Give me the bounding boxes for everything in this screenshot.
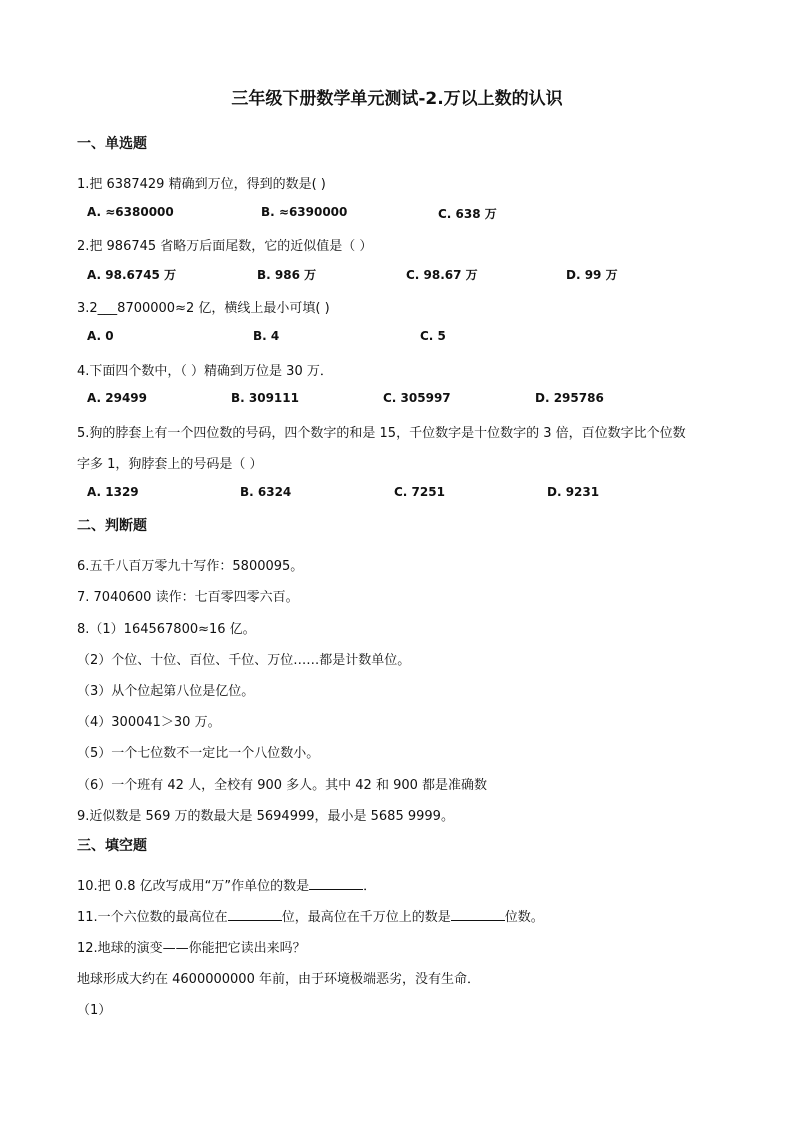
question-7: 7. 7040600 读作：七百零四零六百。 [77, 590, 299, 605]
section-heading-true-false: 二、判断题 [77, 518, 147, 534]
answer-blank[interactable] [228, 909, 282, 921]
question-11 [77, 906, 544, 925]
question-5-line-1: 5.狗的脖套上有一个四位数的号码，四个数字的和是 15，千位数字是十位数字的 3 倍，百位数字比个位数 [77, 426, 686, 441]
question-4: 4.下面四个数中，（ ）精确到万位是 30 万． [77, 364, 333, 379]
question-12-subpart-1: （1） [77, 1003, 112, 1018]
answer-blank[interactable] [451, 909, 505, 921]
question-9: 9.近似数是 569 万的数最大是 5694999，最小是 5685 9999。 [77, 809, 454, 824]
q5-option-c[interactable]: C. 7251 [394, 485, 445, 499]
q3-option-c[interactable]: C. 5 [420, 329, 446, 343]
q3-option-a[interactable]: A. 0 [87, 329, 114, 343]
q2-option-a[interactable]: A. 98.6745 万 [87, 268, 177, 282]
question-3: 3.2___8700000≈2 亿，横线上最小可填( ) [77, 301, 330, 316]
page-title: 三年级下册数学单元测试-2.万以上数的认识 [231, 89, 563, 109]
question-8-part-3: （3）从个位起第八位是亿位。 [77, 684, 255, 699]
question-1: 1.把 6387429 精确到万位，得到的数是( ) [77, 177, 326, 192]
question-11-text-1: 11.一个六位数的最高位在 [77, 910, 228, 925]
q5-option-b[interactable]: B. 6324 [240, 485, 292, 499]
q4-option-c[interactable]: C. 305997 [383, 391, 451, 405]
q4-option-a[interactable]: A. 29499 [87, 391, 147, 405]
question-8-part-6: （6）一个班有 42 人，全校有 900 多人。其中 42 和 900 都是准确数 [77, 778, 488, 793]
question-8-part-2: （2）个位、十位、百位、千位、万位……都是计数单位。 [77, 653, 411, 668]
question-6: 6.五千八百万零九十写作：5800095。 [77, 559, 304, 574]
q1-option-b[interactable]: B. ≈6390000 [261, 205, 348, 219]
q1-option-c[interactable]: C. 638 万 [438, 207, 497, 221]
question-5-line-2: 字多 1，狗脖套上的号码是（ ） [77, 457, 263, 472]
q2-option-d[interactable]: D. 99 万 [566, 268, 618, 282]
question-12-passage: 地球形成大约在 4600000000 年前，由于环境极端恶劣，没有生命． [77, 972, 480, 987]
question-10-end: ． [363, 879, 377, 894]
q5-option-d[interactable]: D. 9231 [547, 485, 600, 499]
question-12: 12.地球的演变——你能把它读出来吗？ [77, 941, 306, 956]
question-2: 2.把 986745 省略万后面尾数，它的近似值是（ ） [77, 239, 373, 254]
q4-option-d[interactable]: D. 295786 [535, 391, 604, 405]
section-heading-single-choice: 一、单选题 [77, 136, 147, 152]
question-10 [77, 875, 376, 894]
question-8-part-5: （5）一个七位数不一定比一个八位数小。 [77, 746, 320, 761]
q3-option-b[interactable]: B. 4 [253, 329, 280, 343]
q4-option-b[interactable]: B. 309111 [231, 391, 299, 405]
question-8-part-1: 8.（1）164567800≈16 亿。 [77, 622, 256, 637]
question-11-text-2: 位，最高位在千万位上的数是 [281, 910, 451, 925]
question-8-part-4: （4）300041＞30 万。 [77, 715, 221, 730]
q1-option-a[interactable]: A. ≈6380000 [87, 205, 174, 219]
q5-option-a[interactable]: A. 1329 [87, 485, 139, 499]
question-11-text-3: 位数。 [504, 910, 544, 925]
answer-blank[interactable] [309, 878, 363, 890]
section-heading-fill-blank: 三、填空题 [77, 838, 147, 854]
question-10-text: 10.把 0.8 亿改写成用“万”作单位的数是 [77, 879, 310, 894]
q2-option-b[interactable]: B. 986 万 [257, 268, 317, 282]
q2-option-c[interactable]: C. 98.67 万 [406, 268, 478, 282]
